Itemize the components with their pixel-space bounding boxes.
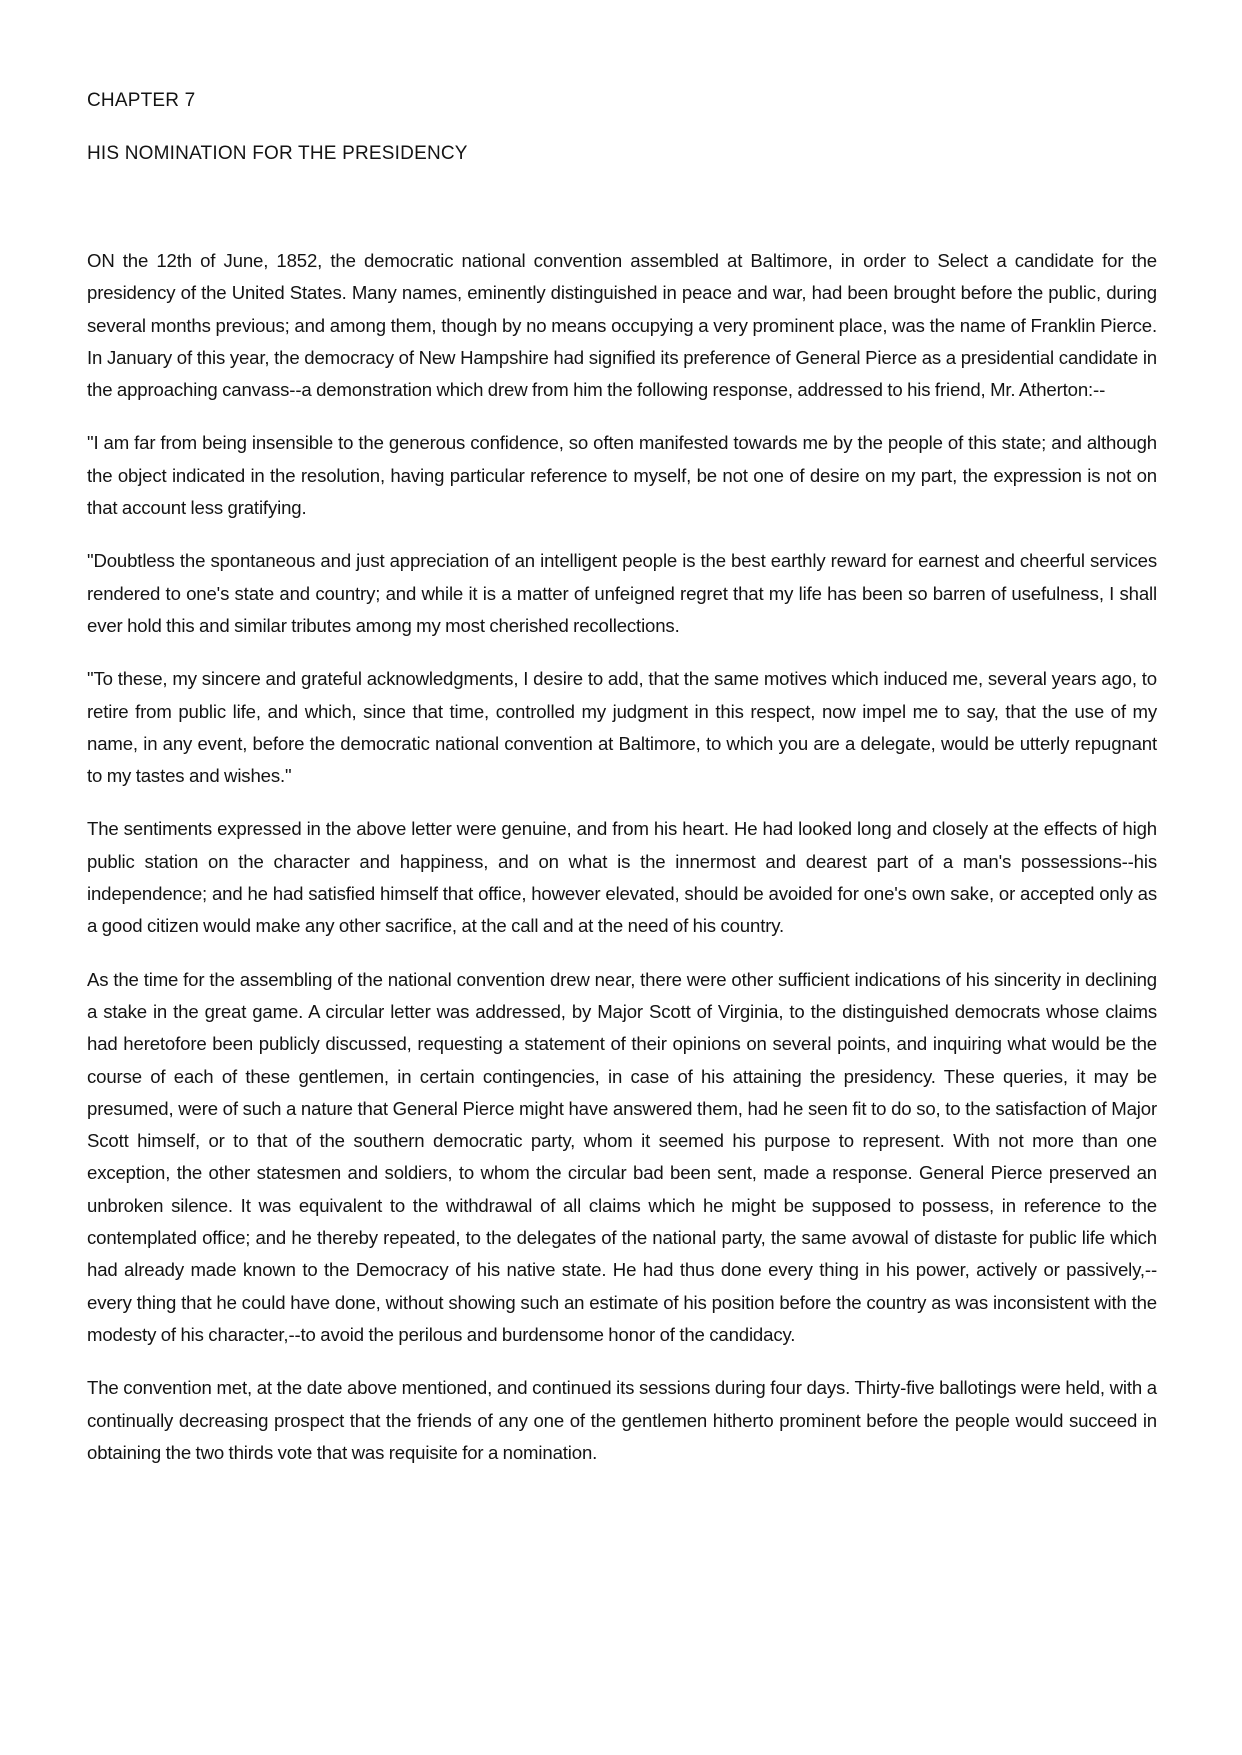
paragraph-5: The sentiments expressed in the above letter were genuine, and from his heart. He had looked long and closely at the effects of high public station on the character and happiness, and on what is the innermost and dearest part of a man's possessions--his independence; and he had satisfied himself that office, however elevated, should be avoided for one's own sake, or accepted only as a good citizen would make any other sacrifice, at the call and at the need of his country.	[87, 818, 1157, 937]
paragraph-2: "I am far from being insensible to the generous confidence, so often manifested towards me by the people of this state; and although the object indicated in the resolution, having particular reference to myself, be not one of desire on my part, the expression is not on that account less gratifying.	[87, 432, 1157, 519]
chapter-title: HIS NOMINATION FOR THE PRESIDENCY	[87, 143, 468, 164]
chapter-label: CHAPTER 7	[87, 90, 196, 111]
paragraph-1: ON the 12th of June, 1852, the democratic national convention assembled at Baltimore, in order to Select a candidate for the presidency of the United States. Many names, eminently distinguished in peace and war, had been brought before the public, during several months previous; and among them, though by no means occupying a very prominent place, was the name of Franklin Pierce. In January of this year, the democracy of New Hampshire had signified its preference of General Pierce as a presidential candidate in the approaching canvass--a demonstration which drew from him the following response, addressed to his friend, Mr. Atherton:--	[87, 250, 1157, 401]
paragraph-6: As the time for the assembling of the national convention drew near, there were other sufficient indications of his sincerity in declining a stake in the great game. A circular letter was addressed, by Major Scott of Virginia, to the distinguished democrats whose claims had heretofore been publicly discussed, requesting a statement of their opinions on several points, and inquiring what would be the course of each of these gentlemen, in certain contingencies, in case of his attaining the presidency. These queries, it may be presumed, were of such a nature that General Pierce might have answered them, had he seen fit to do so, to the satisfaction of Major Scott himself, or to that of the southern democratic party, whom it seemed his purpose to represent. With not more than one exception, the other statesmen and soldiers, to whom the circular bad been sent, made a response. General Pierce preserved an unbroken silence. It was equivalent to the withdrawal of all claims which he might be supposed to possess, in reference to the contemplated office; and he thereby repeated, to the delegates of the national party, the same avowal of distaste for public life which had already made known to the Democracy of his native state. He had thus done every thing in his power, actively or passively,--every thing that he could have done, without showing such an estimate of his position before the country as was inconsistent with the modesty of his character,--to avoid the perilous and burdensome honor of the candidacy.	[87, 968, 1157, 1345]
body-text	[87, 245, 1157, 1490]
paragraph-3: "Doubtless the spontaneous and just appreciation of an intelligent people is the best earthly reward for earnest and cheerful services rendered to one's state and country; and while it is a matter of unfeigned regret that my life has been so barren of usefulness, I shall ever hold this and similar tributes among my most cherished recollections.	[87, 550, 1157, 636]
paragraph-7: The convention met, at the date above mentioned, and continued its sessions during four days. Thirty-five ballotings were held, with a continually decreasing prospect that the friends of any one of the gentlemen hitherto prominent before the people would succeed in obtaining the two thirds vote that was requisite for a nomination.	[87, 1377, 1157, 1463]
paragraph-4: "To these, my sincere and grateful acknowledgments, I desire to add, that the same motives which induced me, several years ago, to retire from public life, and which, since that time, controlled my judgment in this respect, now impel me to say, that the use of my name, in any event, before the democratic national convention at Baltimore, to which you are a delegate, would be utterly repugnant to my tastes and wishes."	[87, 668, 1157, 787]
